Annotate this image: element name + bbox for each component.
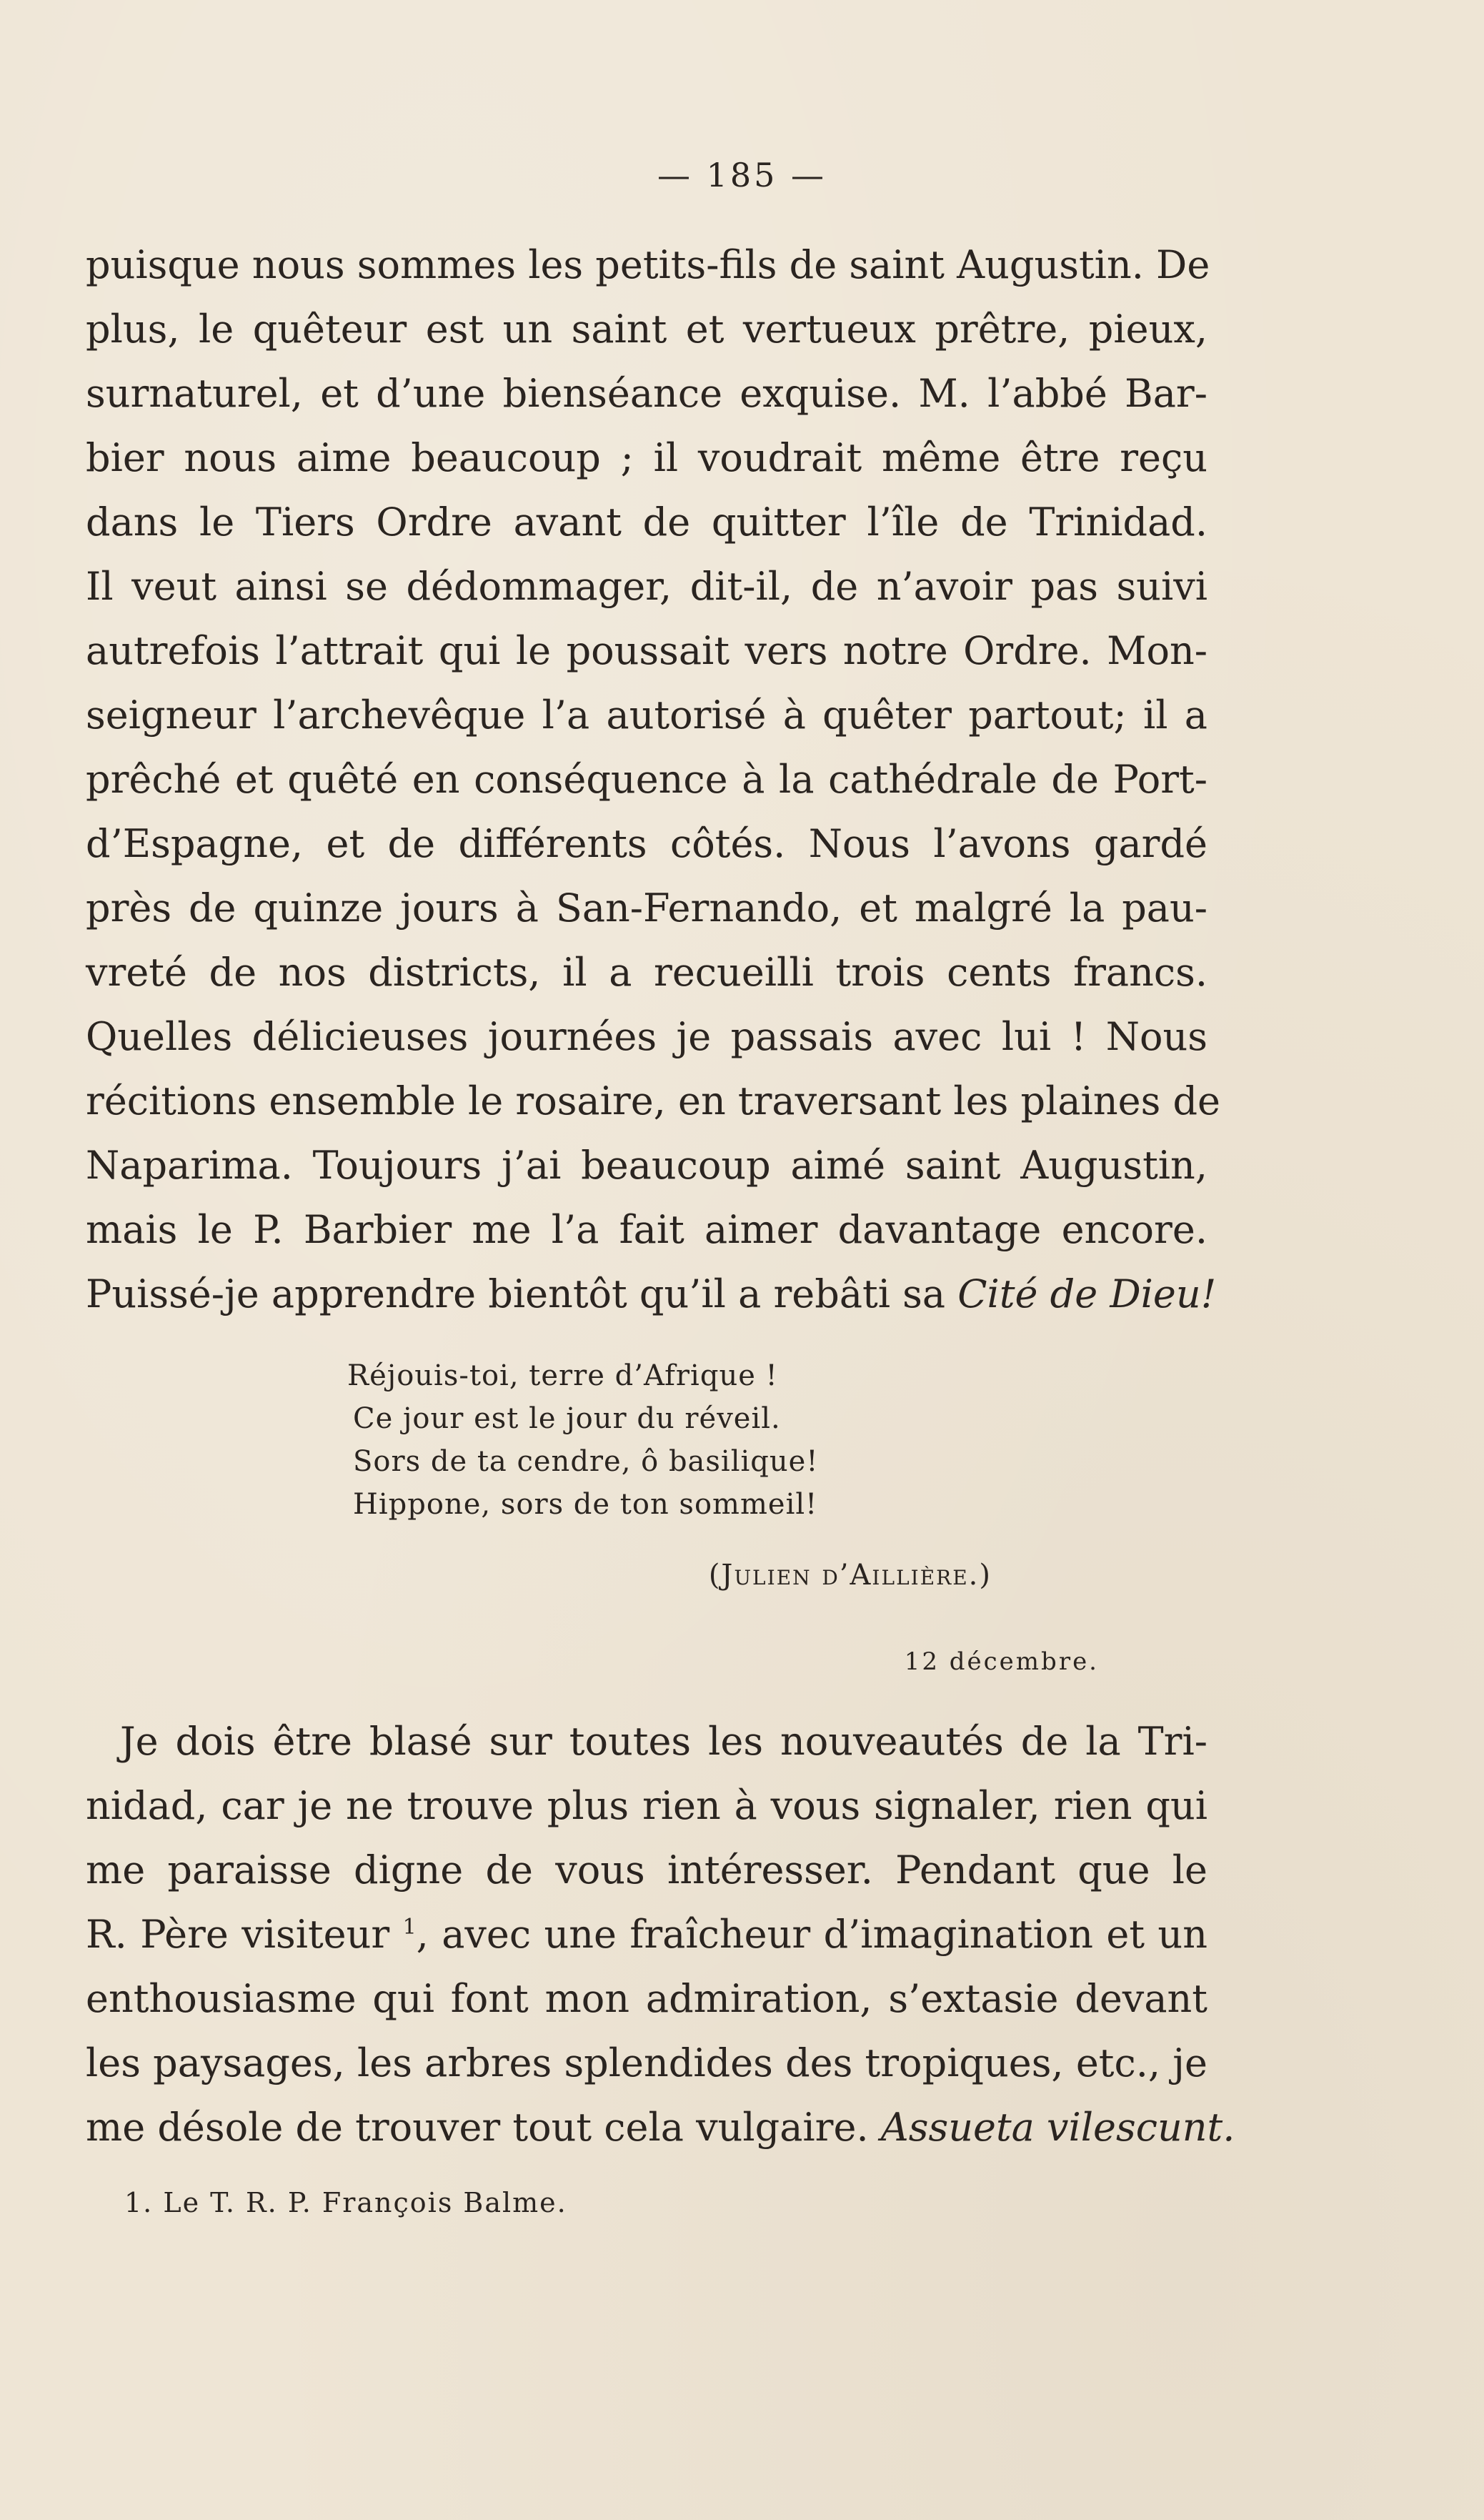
- text-line: Je dois être blasé sur toutes les nouveautés de la Tri-: [120, 1719, 1207, 1764]
- italic-title: Cité de Dieu!: [957, 1271, 1217, 1316]
- text-line: dans le Tiers Ordre avant de quitter l’île de Trinidad.: [86, 500, 1207, 545]
- paragraph-1: [86, 233, 1220, 1326]
- italic-phrase: Assueta vilescunt.: [880, 2105, 1235, 2150]
- text-line-with-note: [86, 1903, 1207, 1967]
- page-number-header: — 185 —: [657, 156, 827, 194]
- verse-line: Sors de ta cendre, ô basilique!: [353, 1445, 819, 1478]
- text-line: récitions ensemble le rosaire, en traversant les plaines de: [86, 1078, 1220, 1123]
- text-line-last: [86, 1262, 1217, 1326]
- text-line: Quelles délicieuses journées je passais avec lui ! Nous: [86, 1014, 1207, 1059]
- text-line: me paraisse digne de vous intéresser. Pendant que le: [86, 1847, 1207, 1893]
- text-line: bier nous aime beaucoup ; il voudrait même être reçu: [86, 435, 1207, 480]
- entry-date: 12 décembre.: [904, 1647, 1099, 1676]
- text-line: Il veut ainsi se dédommager, dit-il, de n’avoir pas suivi: [86, 564, 1207, 609]
- text-run: me désole de trouver tout cela vulgaire.: [86, 2105, 881, 2150]
- verse-attribution: (Julien d’Aillière.): [708, 1559, 992, 1592]
- text-line: puisque nous sommes les petits-fils de saint Augustin. De: [86, 242, 1210, 287]
- text-line: les paysages, les arbres splendides des tropiques, etc., je: [86, 2040, 1207, 2085]
- footnote-ref[interactable]: 1: [402, 1915, 417, 1940]
- text-line: près de quinze jours à San-Fernando, et malgré la pau-: [86, 886, 1207, 931]
- text-line: surnaturel, et d’une bienséance exquise. M. l’abbé Bar-: [86, 371, 1207, 416]
- verse-line: Ce jour est le jour du réveil.: [353, 1402, 781, 1435]
- verse-line: Hippone, sors de ton sommeil!: [353, 1488, 818, 1521]
- text-line: autrefois l’attrait qui le poussait vers notre Ordre. Mon-: [86, 628, 1207, 673]
- text-line: enthousiasme qui font mon admiration, s’extasie devant: [86, 1976, 1207, 2021]
- text-run: Puissé-je apprendre bientôt qu’il a rebâti sa: [86, 1271, 958, 1316]
- text-line: Naparima. Toujours j’ai beaucoup aimé saint Augustin,: [86, 1143, 1207, 1188]
- text-line: seigneur l’archevêque l’a autorisé à quêter partout; il a: [86, 693, 1207, 738]
- text-line: plus, le quêteur est un saint et vertueux prêtre, pieux,: [86, 307, 1207, 352]
- verse-quote: [347, 1354, 1062, 1526]
- text-line: vreté de nos districts, il a recueilli trois cents francs.: [86, 950, 1207, 995]
- text-line: mais le P. Barbier me l’a fait aimer davantage encore.: [86, 1207, 1207, 1252]
- footnote: 1. Le T. R. P. François Balme.: [124, 2187, 567, 2218]
- text-line: nidad, car je ne trouve plus rien à vous signaler, rien qui: [86, 1783, 1207, 1828]
- paragraph-2: [86, 1710, 1235, 2160]
- text-line: prêché et quêté en conséquence à la cathédrale de Port-: [86, 757, 1207, 802]
- text-run: R. Père visiteur: [86, 1912, 403, 1957]
- text-line: d’Espagne, et de différents côtés. Nous l’avons gardé: [86, 821, 1207, 866]
- verse-line: Réjouis-toi, terre d’Afrique !: [347, 1359, 778, 1392]
- text-run: , avec une fraîcheur d’imagination et un: [416, 1912, 1207, 1957]
- text-line-last: [86, 2095, 1235, 2160]
